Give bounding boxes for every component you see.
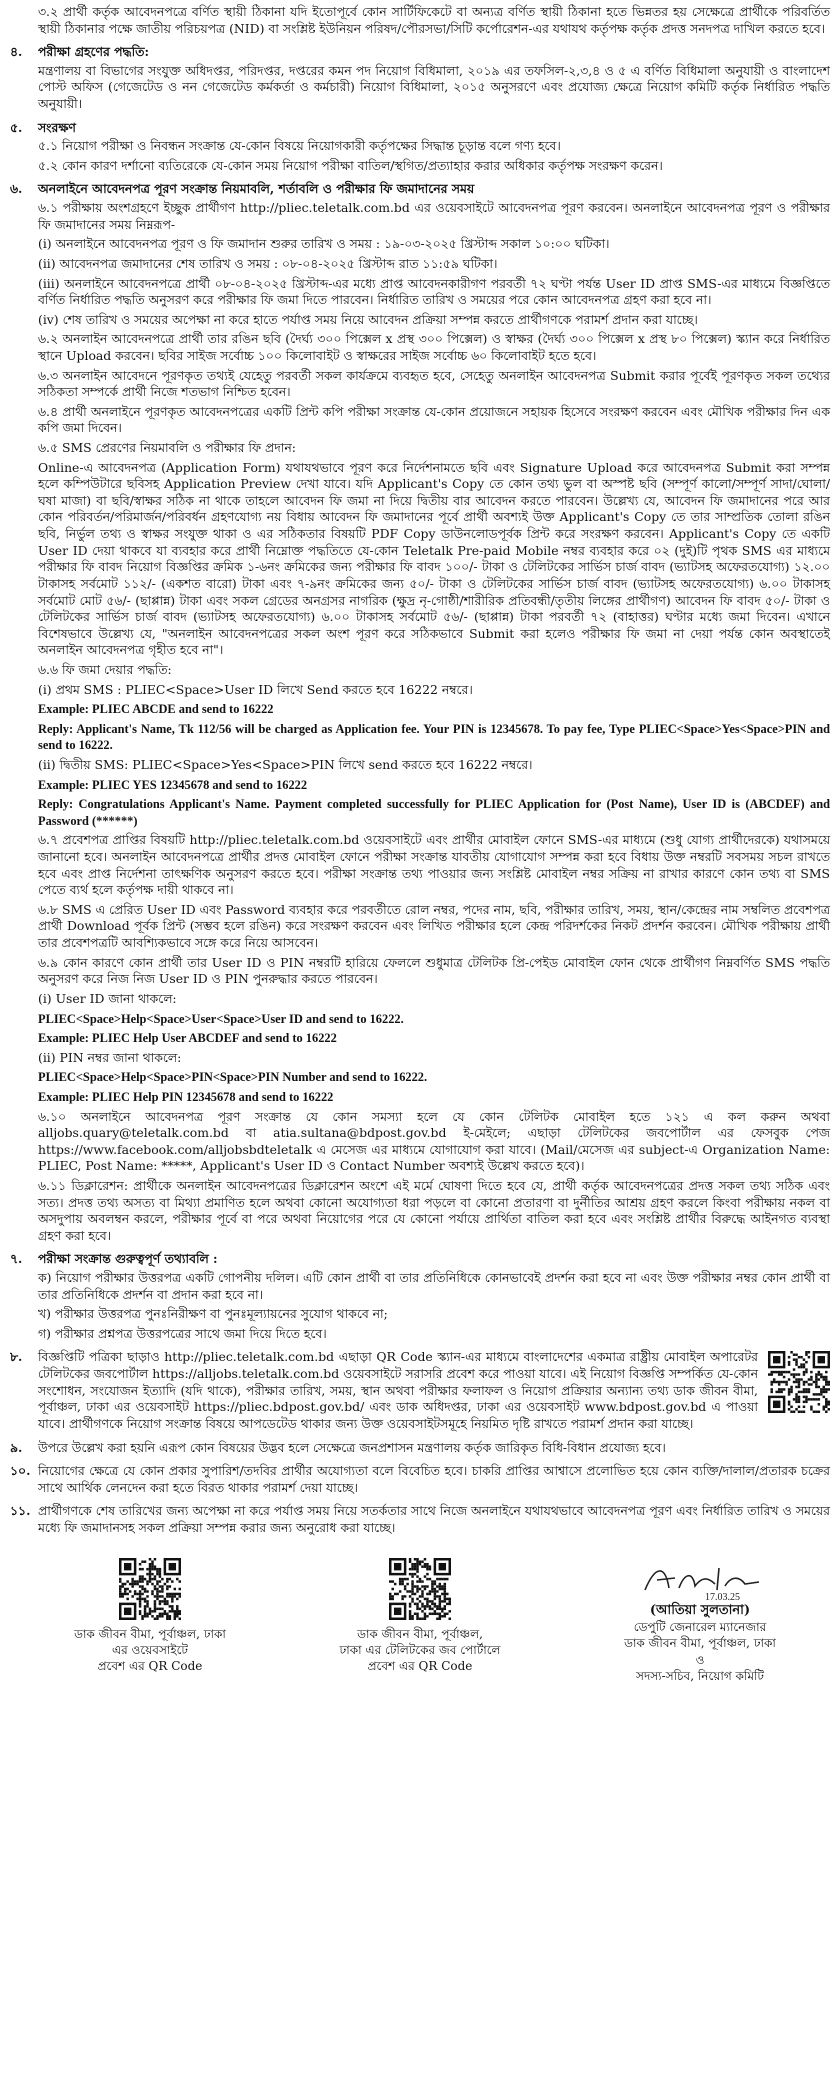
signatory-name: (আতিয়া সুলতানা)	[649, 1602, 751, 1618]
paragraph: ৬.২ অনলাইন আবেদনপত্রে প্রার্থী তার রঙিন ছবি (দৈর্ঘ্য ৩০০ পিক্সেল x প্রস্থ ৩০০ পিক্সেল) ও স্বাক্ষর (দৈর্ঘ্য ৩০০ পিক্সেল x প্রস্থ ৮০ পিক্সেল) স্ক্যান করে নির্ধারিত স্থানে Upload করবেন। ছবির সাইজ সর্বোচ্চ ১০০ কিলোবাইট ও স্বাক্ষরের সাইজ সর্বোচ্চ ৬০ কিলোবাইট হতে হবে।	[38, 331, 830, 363]
paragraph: (iii) অনলাইনে আবেদনপত্রে প্রার্থী ০৮-০৪-২০২৫ খ্রিস্টাব্দ-এর মধ্যে প্রাপ্ত আবেদনকারীগণ পরবর্তী ৭২ ঘণ্টা পর্যন্ত User ID প্রাপ্ত SMS-এর মাধ্যমে বিজ্ঞপ্তিতে বর্ণিত নির্ধারিত পদ্ধতি অনুসরণ করে পরীক্ষার ফি জমা দিতে পারবেন। নির্ধারিত তারিখ ও সময়ের পরে কোন আবেদনপত্র গ্রহণ করা হবে না।	[38, 275, 830, 308]
paragraph: ৬.১০ অনলাইনে আবেদনপত্র পূরণ সংক্রান্ত যে কোন সমস্যা হলে যে কোন টেলিটক মোবাইল হতে ১২১ এ কল করুন অথবা alljobs.quary@teletalk.com.bd বা atia.sultana@bdpost.gov.bd ই-মেইলে; এছাড়া টেলিটকের জবপোর্টাল এর ফেসবুক পেজ https://www.facebook.com/alljobsbdteletalk এ মেসেজ এর মাধ্যমে যোগাযোগ করা যাবে। (Mail/মেসেজ এর subject-এ Organization Name: PLIEC, Post Name: *****, Applicant's User ID ও Contact Number অবশ্যই উল্লেখ করতে হবে)।	[38, 1108, 830, 1174]
section-number: ৪.	[10, 44, 23, 60]
paragraph: ৬.১১ ডিক্লারেশন: প্রার্থীকে অনলাইন আবেদনপত্রের ডিক্লারেশন অংশে এই মর্মে ঘোষণা দিতে হবে যে, প্রার্থী কর্তৃক আবেদনপত্রের প্রদত্ত সকল তথ্য সঠিক এবং সত্য। প্রদত্ত তথ্য অসত্য বা মিথ্যা প্রমাণিত হলে অথবা কোনো অযোগ্যতা ধরা পড়লে বা কোনো প্রতারণা বা দুর্নীতির আশ্রয় গ্রহণ করলে কিংবা পরীক্ষায় নকল বা অসদুপায় অবলম্বন করলে, পরীক্ষার পূর্বে বা পরে অথবা নিয়োগের পরে যে কোনো পর্যায়ে প্রার্থিতা বাতিল করা হবে এবং সংশ্লিষ্ট প্রার্থীর বিরুদ্ধে আইনগত ব্যবস্থা গ্রহণ করা হবে।	[38, 1178, 830, 1243]
qr-code-icon	[389, 1558, 451, 1620]
subheading: (ii) PIN নম্বর জানা থাকলে:	[38, 1049, 182, 1065]
sms-instruction: (ii) দ্বিতীয় SMS: PLIEC<Space>Yes<Space>PIN লিখে send করতে হবে 16222 নম্বরে।	[38, 756, 533, 772]
qr-caption: ডাক জীবন বীমা, পূর্বাঞ্চল, ঢাকা এর টেলিটকের জব পোর্টালে প্রবেশ এর QR Code	[339, 1626, 501, 1673]
paragraph: নিয়োগের ক্ষেত্রে যে কোন প্রকার সুপারিশ/তদবির প্রার্থীর অযোগ্যতা বলে বিবেচিত হবে। চাকরি প্রাপ্তির আশ্বাসে প্রলোভিত হয়ে কোন ব্যক্তি/দালাল/প্রতারক চক্রের সাথে আর্থিক লেনদেন করা হতে বিরত থাকার পরামর্শ দেয়া যাচ্ছে।	[38, 1463, 830, 1495]
paragraph: বিজ্ঞপ্তিটি পত্রিকা ছাড়াও http://pliec.teletalk.com.bd এছাড়া QR Code স্ক্যান-এর মাধ্যমে বাংলাদেশের একমাত্র রাষ্ট্রীয় মোবাইল অপারেটর টেলিটকের জবপোর্টাল https://alljobs.teletalk.com.bd ওয়েবসাইটে সরাসরি প্রবেশ করে পাওয়া যাবে। এই নিয়োগ বিজ্ঞপ্তি সম্পর্কিত যে-কোন সংশোধন, সংযোজন ইত্যাদি (যদি থাকে), পরীক্ষার তারিখ, সময়, স্থান অথবা পরীক্ষার ফলাফল ও নিয়োগ প্রক্রিয়ার অন্যান্য তথ্য ডাক জীবন বীমা, পূর্বাঞ্চল, ঢাকা এর ওয়েবসাইট https://pliec.bdpost.gov.bd/ এবং ডাক অধিদপ্তর, ঢাকা এর ওয়েবসাইট www.bdpost.gov.bd এ পাওয়া যাবে। প্রার্থীগণকে নিয়োগ সংক্রান্ত বিষয়ে আপডেটেড থাকার জন্য উক্ত ওয়েবসাইটসমূহে নিয়মিত দৃষ্টি রাখতে পরামর্শ প্রদান করা যাচ্ছে।	[38, 1349, 758, 1431]
paragraph: গ) পরীক্ষার প্রশ্নপত্র উত্তরপত্রের সাথে জমা দিয়ে দিতে হবে।	[38, 1325, 327, 1341]
section-8	[10, 1349, 830, 1435]
qr-code-icon	[119, 1558, 181, 1620]
paragraph: উপরে উল্লেখ করা হয়নি এরূপ কোন বিষয়ের উদ্ভব হলে সেক্ষেত্রে জনপ্রশাসন মন্ত্রণালয় কর্তৃক জারিকৃত বিধি-বিধান প্রযোজ্য হবে।	[38, 1439, 666, 1455]
section-5	[10, 120, 830, 178]
section-10	[10, 1463, 830, 1499]
paragraph: ৫.২ কোন কারণ দর্শানো ব্যতিরেকে যে-কোন সময় নিয়োগ পরীক্ষা বাতিল/স্থগিত/প্রত্যাহার করার অধিকার কর্তৃপক্ষ সংরক্ষণ করেন।	[38, 157, 663, 173]
section-number: ৮.	[10, 1349, 23, 1365]
section-3-2	[10, 4, 830, 40]
qr-block-website	[50, 1558, 250, 1675]
section-6	[10, 181, 830, 1247]
sms-example: Example: PLIEC Help PIN 12345678 and send to 16222	[38, 1089, 334, 1104]
section-number: ১১.	[10, 1503, 31, 1519]
qr-code-icon	[768, 1351, 830, 1413]
subheading: (i) User ID জানা থাকলে:	[38, 990, 177, 1006]
para-3-2: ৩.২ প্রার্থী কর্তৃক আবেদনপত্রে বর্ণিত স্থায়ী ঠিকানা যদি ইতোপূর্বে কোন সার্টিফিকেটে বা অন্যত্র বর্ণিত স্থায়ী ঠিকানা হতে ভিন্নতর হয় সেক্ষেত্রে প্রার্থীকে পরিবর্তিত স্থায়ী ঠিকানার পক্ষে জাতীয় পরিচয়পত্র (NID) বা সংশ্লিষ্ট ইউনিয়ন পরিষদ/পৌরসভা/সিটি কর্পোরেশন-এর যথাযথ কর্তৃপক্ষ কর্তৃক প্রদত্ত সনদপত্র দাখিল করতে হবে।	[38, 4, 830, 36]
signature-icon	[635, 1558, 765, 1602]
paragraph: (ii) আবেদনপত্র জমাদানের শেষ তারিখ ও সময় : ০৮-০৪-২০২৫ খ্রিস্টাব্দ রাত ১১:৫৯ ঘটিকা।	[38, 255, 498, 271]
paragraph: ৬.৩ অনলাইন আবেদনে পূরণকৃত তথ্যই যেহেতু পরবর্তী সকল কার্যক্রমে ব্যবহৃত হবে, সেহেতু অনলাইন আবেদনপত্র Submit করার পূর্বেই পূরণকৃত সকল তথ্যের সঠিকতা সম্পর্কে প্রার্থী নিজে শতভাগ নিশ্চিত হবেন।	[38, 367, 830, 400]
section-number: ৯.	[10, 1439, 23, 1455]
subheading: ৬.৫ SMS প্রেরণের নিয়মাবলি ও পরীক্ষার ফি প্রদান:	[38, 440, 296, 456]
sms-instruction: (i) প্রথম SMS : PLIEC<Space>User ID লিখে Send করতে হবে 16222 নম্বরে।	[38, 681, 473, 697]
subheading: ৬.৬ ফি জমা দেয়ার পদ্ধতি:	[38, 661, 172, 677]
paragraph: ক) নিয়োগ পরীক্ষার উত্তরপত্র একটি গোপনীয় দলিল। এটি কোন প্রার্থী বা তার প্রতিনিধিকে কোনভাবেই প্রদর্শন করা হবে না এবং উক্ত পরীক্ষার নম্বর কোন প্রার্থী বা তার প্রতিনিধিকে প্রদর্শন বা প্রদান করা হবে না।	[38, 1270, 830, 1302]
sms-reply: Reply: Congratulations Applicant's Name. Payment completed successfully for PLIEC Application for (Post Name), User ID is (ABCDEF) and Password (******)	[38, 797, 830, 828]
qr-block-jobportal	[320, 1558, 520, 1675]
paragraph: ৬.৪ প্রার্থী অনলাইনে পূরণকৃত আবেদনপত্রের একটি প্রিন্ট কপি পরীক্ষা সংক্রান্ত যে-কোন প্রয়োজনে সহায়ক হিসেবে সংরক্ষণ করবেন এবং মৌখিক পরীক্ষার দিন এক কপি জমা দিবেন।	[38, 403, 830, 436]
signature-block: 17.03.25 (আতিয়া সুলতানা) ডেপুটি জেনারেল ম্যানেজার ডাক জীবন বীমা, পূর্বাঞ্চল, ঢাকা ও সদস্য-সচিব, নিয়োগ কমিটি	[590, 1558, 810, 1684]
section-heading: অনলাইনে আবেদনপত্র পূরণ সংক্রান্ত নিয়মাবলি, শর্তাবলি ও পরীক্ষার ফি জমাদানের সময়	[38, 181, 475, 197]
section-number: ১০.	[10, 1463, 31, 1479]
paragraph: (i) অনলাইনে আবেদনপত্র পূরণ ও ফি জমাদান শুরুর তারিখ ও সময় : ১৯-০৩-২০২৫ খ্রিস্টাব্দ সকাল ১০:০০ ঘটিকা।	[38, 236, 610, 252]
sms-example: Example: PLIEC ABCDE and send to 16222	[38, 702, 274, 717]
paragraph: ৬.৯ কোন কারণে কোন প্রার্থী তার User ID ও PIN নম্বরটি হারিয়ে ফেললে শুধুমাত্র টেলিটক প্রি-পেইড মোবাইল ফোন থেকে প্রার্থীগণ নিম্নবর্ণিত SMS পদ্ধতি অনুসরণ করে নিজ নিজ User ID ও PIN পুনরুদ্ধার করতে পারবেন।	[38, 954, 830, 987]
section-4	[10, 44, 830, 115]
sms-example: Example: PLIEC Help User ABCDEF and send to 16222	[38, 1031, 337, 1046]
paragraph: ৫.১ নিয়োগ পরীক্ষা ও নিবন্ধন সংক্রান্ত যে-কোন বিষয়ে নিয়োগকারী কর্তৃপক্ষের সিদ্ধান্ত চূড়ান্ত বলে গণ্য হবে।	[38, 138, 561, 154]
section-heading: সংরক্ষণ	[38, 119, 76, 135]
sms-reply: Reply: Applicant's Name, Tk 112/56 will be charged as Application fee. Your PIN is 12345678. To pay fee, Type PLIEC<Space>Yes<Space>PIN and send to 16222.	[38, 721, 830, 753]
sms-command: PLIEC<Space>Help<Space>PIN<Space>PIN Number and send to 16222.	[38, 1070, 428, 1085]
paragraph: প্রার্থীগণকে শেষ তারিখের জন্য অপেক্ষা না করে পর্যাপ্ত সময় নিয়ে সতর্কতার সাথে নিজে অনলাইনে যথাযথভাবে আবেদনপত্র পূরণ এবং নির্ধারিত তারিখ ও সময়ের মধ্যে ফি জমাদানসহ সকল প্রক্রিয়া সম্পন্ন করার জন্য অনুরোধ করা যাচ্ছে।	[38, 1503, 830, 1535]
section-heading: পরীক্ষা সংক্রান্ত গুরুত্বপূর্ণ তথ্যাবলি :	[38, 1251, 218, 1267]
section-11	[10, 1503, 830, 1539]
svg-text:17.03.25: 17.03.25	[705, 1591, 740, 1602]
paragraph: ৬.৭ প্রবেশপত্র প্রাপ্তির বিষয়টি http://pliec.teletalk.com.bd ওয়েবসাইটে এবং প্রার্থীর মোবাইল ফোনে SMS-এর মাধ্যমে (শুধু যোগ্য প্রার্থীদেরকে) যথাসময়ে জানানো হবে। অনলাইন আবেদনপত্রে প্রার্থীর প্রদত্ত মোবাইল ফোনে পরীক্ষা সংক্রান্ত যাবতীয় যোগাযোগ সম্পন্ন করা হবে বিধায় উক্ত নম্বরটি সবসময় সচল রাখতে হবে এবং প্রাপ্ত নির্দেশনা তাৎক্ষণিক অনুসরণ করতে হবে। পরীক্ষা সংক্রান্ত তথ্য পাওয়ার জন্য সংশ্লিষ্ট মোবাইল নম্বর সক্রিয় না রাখার কারণে কোন তথ্য বা SMS পেতে ব্যর্থ হলে কর্তৃপক্ষ দায়ী থাকবে না।	[38, 832, 830, 898]
section-heading: পরীক্ষা গ্রহণের পদ্ধতি:	[38, 44, 150, 60]
section-9	[10, 1440, 830, 1460]
qr-caption: ডাক জীবন বীমা, পূর্বাঞ্চল, ঢাকা এর ওয়েবসাইটে প্রবেশ এর QR Code	[74, 1626, 226, 1673]
paragraph: ৬.৮ SMS এ প্রেরিত User ID এবং Password ব্যবহার করে পরবর্তীতে রোল নম্বর, পদের নাম, ছবি, পরীক্ষার তারিখ, সময়, স্থান/কেন্দ্রের নাম সম্বলিত প্রবেশপত্র প্রার্থী Download পূর্বক প্রিন্ট (সম্ভব হলে রঙিন) করে সংরক্ষণ করবেন এবং লিখিত পরীক্ষার হলে কেন্দ্র পরিদর্শকের নিকট প্রদর্শন করবেন। মৌখিক পরীক্ষায় প্রার্থী তার প্রবেশপত্রটি আবশ্যিকভাবে সঙ্গে করে নিয়ে আসবেন।	[38, 901, 830, 951]
paragraph: Online-এ আবেদনপত্র (Application Form) যথাযথভাবে পূরণ করে নির্দেশনামতে ছবি এবং Signature Upload করে আবেদনপত্র Submit করা সম্পন্ন হলে কম্পিউটারে ছবিসহ Application Preview দেখা যাবে। যদি Applicant's Copy তে কোন তথ্য ভুল বা অস্পষ্ট ছবি (সম্পূর্ণ কালো/সম্পূর্ণ সাদা/ঘোলা/ঘষা মাজা) বা ছবি/স্বাক্ষর সঠিক না থাকে তাহলে আবেদন ফি জমা না দিয়ে দ্বিতীয় বার আবেদন করতে পারবেন। উল্লেখ্য যে, আবেদন ফি জমাদানের পরে আর কোন পরিবর্তন/পরিমার্জন/পরিবর্ধন গ্রহণযোগ্য নয় বিধায় আবেদন ফি জমাদানের পূর্বে প্রার্থী অবশ্যই উক্ত Applicant's Copy তে তার সাম্প্রতিক তোলা রঙিন ছবি, নির্ভুল তথ্য ও স্বাক্ষর সংযুক্ত থাকা ও এর সঠিকতার বিষয়টি PDF Copy ডাউনলোডপূর্বক প্রিন্ট করে সংরক্ষণ করবেন। Applicant's Copy তে একটি User ID দেয়া থাকবে যা ব্যবহার করে প্রার্থী নিম্নোক্ত পদ্ধতিতে যে-কোন Teletalk Pre-paid Mobile নম্বর ব্যবহার করে ০২ (দুই)টি পৃথক SMS এর মাধ্যমে পরীক্ষার ফি বাবদ নিয়োগ বিজ্ঞপ্তির ক্রমিক ১-৬নং ক্রমিকের জন্য পরীক্ষার ফি বাবদ ১০০/- টাকা ও টেলিটকের সার্ভিস চার্জ বাবদ (ভ্যাটসহ অফেরতযোগ্য) ১২.০০ টাকাসহ সর্বমোট ১১২/- (একশত বারো) টাকা এবং ৭-৯নং ক্রমিকের জন্য ৫০/- টাকা ও টেলিটকের সার্ভিস চার্জ বাবদ (ভ্যাটসহ অফেরতযোগ্য) ৬.০০ টাকাসহ সর্বমোট মোট ৫৬/- (ছাপ্পান্ন) টাকা এবং সকল গ্রেডের অনগ্রসর নাগরিক (ক্ষুদ্র নৃ-গোষ্ঠী/শারীরিক প্রতিবন্ধী/তৃতীয় লিঙ্গের প্রার্থীগণ) আবেদন ফি বাবদ ৫০/- টাকা ও টেলিটকের সার্ভিস চার্জ বাবদ (ভ্যাটসহ অফেরতযোগ্য) ৬.০০ টাকাসহ সর্বমোট ৫৬/- (ছাপ্পান্ন) টাকা পরবর্তী ৭২ (বাহাত্তর) ঘণ্টার মধ্যে জমা দিবেন। এখানে বিশেষভাবে উল্লেখ্য যে, "অনলাইন আবেদনপত্রের সকল অংশ পূরণ করে সঠিকভাবে Submit করা হলেও পরীক্ষার ফি জমা না দেয়া পর্যন্ত কোন অবস্থাতেই অনলাইন আবেদনপত্র গৃহীত হবে না"।	[38, 459, 830, 658]
footer	[10, 1558, 830, 1684]
section-number: ৭.	[10, 1251, 23, 1267]
section-number: ৫.	[10, 119, 23, 135]
section-number: ৬.	[10, 181, 23, 197]
sms-command: PLIEC<Space>Help<Space>User<Space>User ID and send to 16222.	[38, 1011, 404, 1026]
paragraph: খ) পরীক্ষার উত্তরপত্র পুনঃনিরীক্ষণ বা পুনঃমূল্যায়নের সুযোগ থাকবে না;	[38, 1306, 388, 1322]
paragraph: (iv) শেষ তারিখ ও সময়ের অপেক্ষা না করে হাতে পর্যাপ্ত সময় নিয়ে আবেদন প্রক্রিয়া সম্পন্ন করতে প্রার্থীগণকে পরামর্শ প্রদান করা যাচ্ছে।	[38, 311, 698, 327]
paragraph: ৬.১ পরীক্ষায় অংশগ্রহণে ইচ্ছুক প্রার্থীগণ http://pliec.teletalk.com.bd এর ওয়েবসাইটে আবেদনপত্র পূরণ করবেন। অনলাইনে আবেদনপত্র পূরণ ও পরীক্ষার ফি জমাদানের সময় নিম্নরূপ-	[38, 200, 830, 232]
paragraph: মন্ত্রণালয় বা বিভাগের সংযুক্ত অধিদপ্তর, পরিদপ্তর, দপ্তরের কমন পদ নিয়োগ বিধিমালা, ২০১৯ এর তফসিল-২,৩,৪ ও ৫ এ বর্ণিত বিধিমালা অনুযায়ী ও বাংলাদেশ পোস্ট অফিস (গেজেটেড ও নন গেজেটেড কর্মকর্তা ও কর্মচারী) নিয়োগ বিধিমালা, ২০১৫ অনুসরণে এবং প্রযোজ্য ক্ষেত্রে নিয়োগ কমিটি কর্তৃক নির্ধারিত পদ্ধতি অনুযায়ী।	[38, 62, 830, 112]
section-7	[10, 1251, 830, 1345]
sms-example: Example: PLIEC YES 12345678 and send to 16222	[38, 777, 308, 792]
